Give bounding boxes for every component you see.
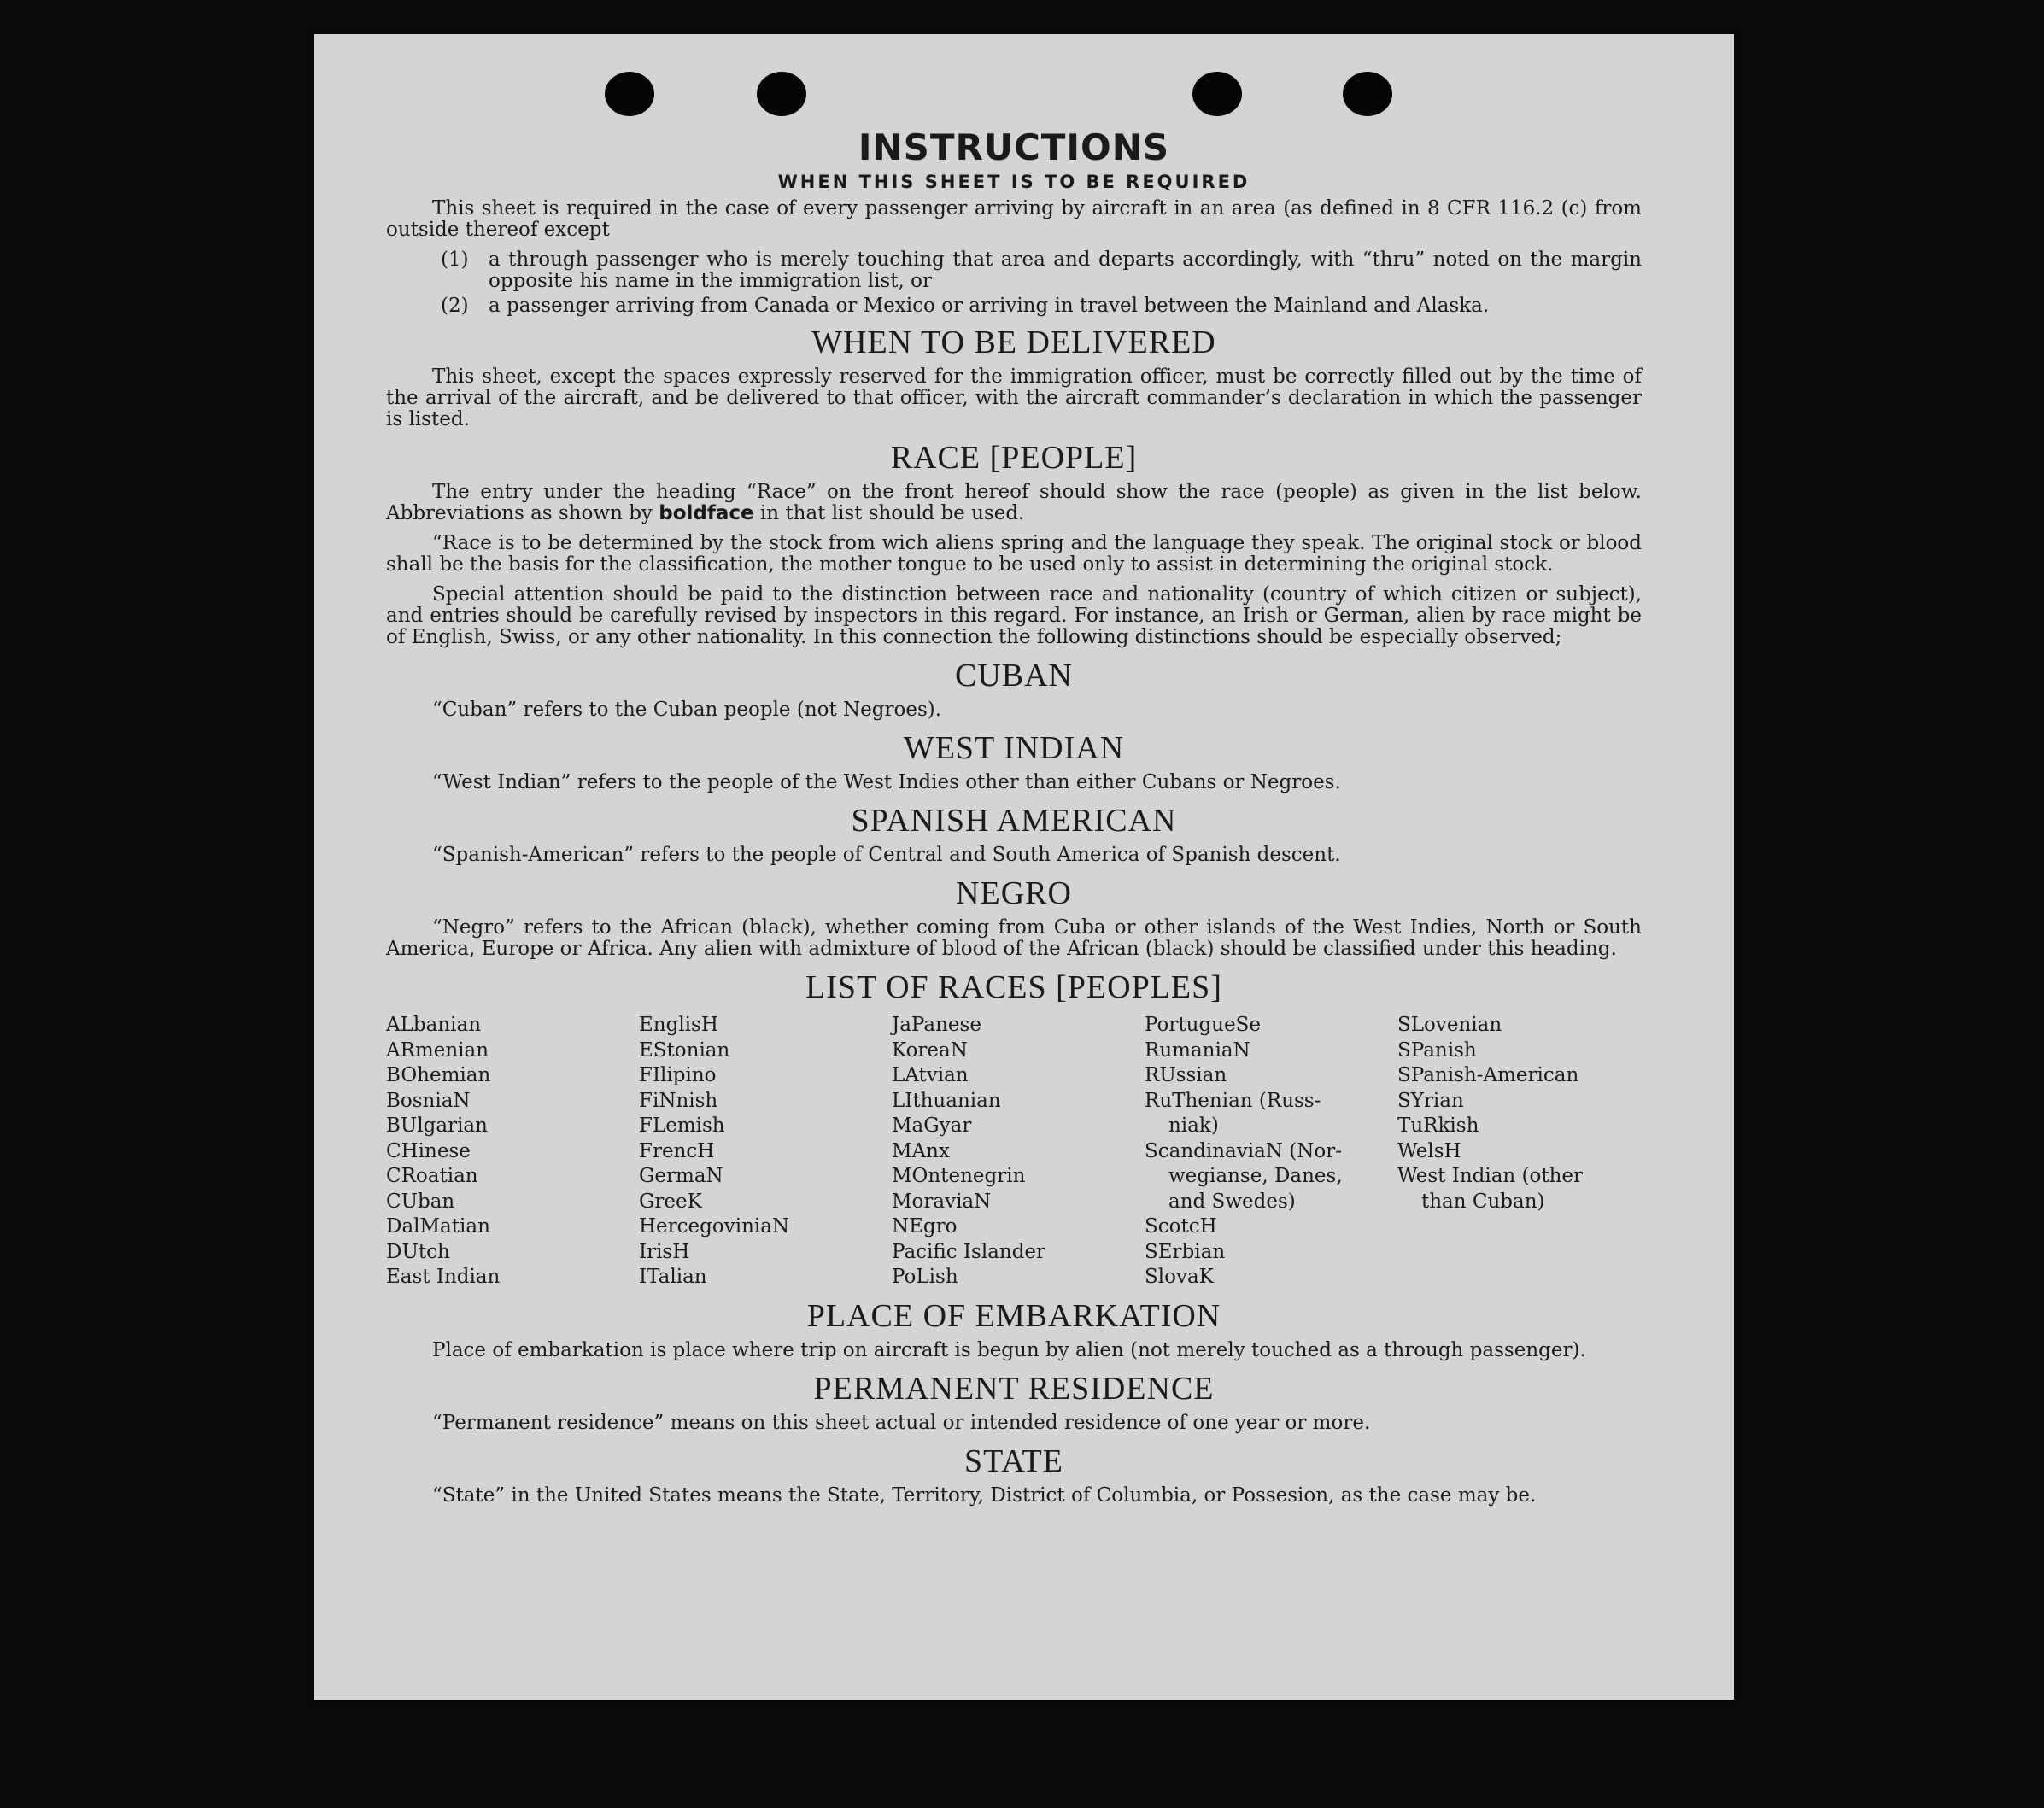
race-entry: wegianse, Danes, [1168,1165,1343,1187]
punch-hole [757,72,806,116]
race-entry: CUban [386,1190,455,1213]
west-indian-text: “West Indian” refers to the people of the West Indies other than either Cubans or Negroes. [432,771,1341,793]
race-entry: niak) [1168,1115,1219,1137]
spanish-american-text: “Spanish-American” refers to the people of Central and South America of Spanish descent. [432,844,1341,866]
race-column [1145,1013,1389,1290]
race-entry: FrencH [639,1139,715,1162]
exception-number: (1) [441,249,469,271]
section-heading-list-of-races: LIST OF RACES [PEOPLES] [805,969,1222,1005]
race-entry: MoraviaN [892,1190,992,1213]
race-p1-before: The entry under the heading “Race” on the front hereof should show the race (people) as given in the list below. Abbreviations as shown by [386,481,1642,524]
residence-text: “Permanent residence” means on this sheet actual or intended residence of one year or more. [432,1411,1371,1434]
punch-hole [605,72,654,116]
race-entry: RumaniaN [1145,1039,1250,1062]
race-p1-after: in that list should be used. [753,502,1025,524]
section-heading-spanish-american: SPANISH AMERICAN [851,803,1177,839]
boldface-word: boldface [659,502,754,524]
race-entry: ITalian [639,1266,707,1288]
race-entry: RuThenian (Russ- [1145,1089,1321,1112]
race-entry: NEgro [892,1215,958,1238]
race-column [386,1013,630,1290]
race-entry: CHinese [386,1139,471,1162]
race-entry: KoreaN [892,1039,968,1062]
race-entry: EStonian [639,1039,730,1062]
exception-item [441,249,1642,292]
race-entry: SErbian [1145,1240,1226,1263]
race-entry: PortugueSe [1145,1014,1261,1036]
race-entry: TuRkish [1397,1115,1479,1137]
race-entry: West Indian (other [1397,1165,1584,1187]
race-entry: SlovaK [1145,1266,1214,1288]
section-heading-state: STATE [964,1442,1063,1479]
section-heading-west-indian: WEST INDIAN [903,730,1125,766]
section-heading-cuban: CUBAN [954,658,1074,693]
requirement-intro: This sheet is required in the case of every passenger arriving by aircraft in an area (as defined in 8 CFR 116.2 (c) from outside thereof except [386,197,1642,241]
race-entry: ARmenian [386,1039,489,1062]
race-entry: East Indian [386,1266,501,1288]
race-entry: WelsH [1397,1139,1461,1162]
punch-hole [1343,72,1392,116]
race-entry: PoLish [892,1266,958,1288]
embarkation-text: Place of embarkation is place where trip on aircraft is begun by alien (not merely touched as a through passenger). [432,1338,1586,1361]
race-entry: MaGyar [892,1115,972,1137]
exception-text: a passenger arriving from Canada or Mexico or arriving in travel between the Mainland and Alaska. [489,295,1490,317]
race-list [386,1013,1642,1290]
exception-number: (2) [441,295,469,317]
race-entry: MOntenegrin [892,1165,1026,1187]
race-entry: BosniaN [386,1089,471,1112]
state-text: “State” in the United States means the State, Territory, District of Columbia, or Possesion, as the case may be. [432,1483,1537,1507]
race-entry: HercegoviniaN [639,1215,790,1238]
race-column [1397,1013,1642,1290]
race-entry: SLovenian [1397,1014,1502,1036]
document-page [314,34,1734,1700]
race-entry: CRoatian [386,1165,478,1187]
race-paragraph-2: “Race is to be determined by the stock from wich aliens spring and the language they speak. The original stock or blood shall be the basis for the classification, the mother tongue to be used only to assist in determining the original stock. [386,532,1642,576]
exception-item [441,295,1642,317]
race-entry: DUtch [386,1240,450,1263]
race-entry: LIthuanian [892,1089,1001,1112]
race-entry: ScandinaviaN (Nor- [1145,1139,1342,1162]
exceptions-list [386,249,1642,317]
race-column [639,1013,883,1290]
race-entry: SPanish [1397,1039,1477,1062]
race-entry: SPanish-American [1397,1064,1579,1086]
race-entry: GermaN [639,1165,723,1187]
instructions-content [386,128,1642,1515]
page-title: INSTRUCTIONS [858,126,1170,168]
race-entry: SYrian [1397,1089,1464,1112]
cuban-text: “Cuban” refers to the Cuban people (not Negroes). [432,699,942,721]
section-heading-negro: NEGRO [956,875,1072,911]
race-entry: FIlipino [639,1064,717,1086]
section-heading-race: RACE [PEOPLE] [890,440,1138,476]
race-entry: DalMatian [386,1215,490,1238]
race-entry: EnglisH [639,1014,718,1036]
delivery-text: This sheet, except the spaces expressly reserved for the immigration officer, must be correctly filled out by the time of the arrival of the aircraft, and be delivered to that officer, with the aircraft commander’s declaration in which the passenger is listed. [386,366,1642,430]
race-entry: BUlgarian [386,1115,488,1137]
race-entry: MAnx [892,1139,950,1162]
race-entry: RUssian [1145,1064,1227,1086]
race-entry: Pacific Islander [892,1240,1046,1263]
race-entry: GreeK [639,1190,702,1213]
punch-hole [1192,72,1242,116]
exception-text: a through passenger who is merely touching that area and departs accordingly, with “thru” noted on the margin opposite his name in the immigration list, or [489,249,1642,292]
race-paragraph-1 [386,482,1642,524]
race-entry: and Swedes) [1168,1190,1296,1213]
race-entry: ScotcH [1145,1215,1217,1238]
page-subtitle: WHEN THIS SHEET IS TO BE REQUIRED [777,172,1250,192]
race-entry: ALbanian [386,1014,482,1036]
race-entry: FLemish [639,1115,725,1137]
race-entry: LAtvian [892,1064,969,1086]
race-entry: BOhemian [386,1064,491,1086]
section-heading-residence: PERMANENT RESIDENCE [813,1370,1215,1407]
race-entry: FiNnish [639,1089,718,1112]
race-paragraph-3: Special attention should be paid to the distinction between race and nationality (country of which citizen or subject), and entries should be carefully revised by inspectors in this regard. For instance, an Irish or German, alien by race might be of English, Swiss, or any other nationality. In this connection the following distinctions should be especially observed; [386,583,1642,648]
race-entry: than Cuban) [1421,1190,1545,1213]
section-heading-delivery: WHEN TO BE DELIVERED [811,325,1216,360]
race-column [892,1013,1136,1290]
negro-text: “Negro” refers to the African (black), whether coming from Cuba or other islands of the West Indies, North or South America, Europe or Africa. Any alien with admixture of blood of the African (black) should be classified under this heading. [386,916,1642,960]
race-entry: JaPanese [892,1014,981,1036]
section-heading-embarkation: PLACE OF EMBARKATION [806,1297,1221,1334]
race-entry: IrisH [639,1240,690,1263]
